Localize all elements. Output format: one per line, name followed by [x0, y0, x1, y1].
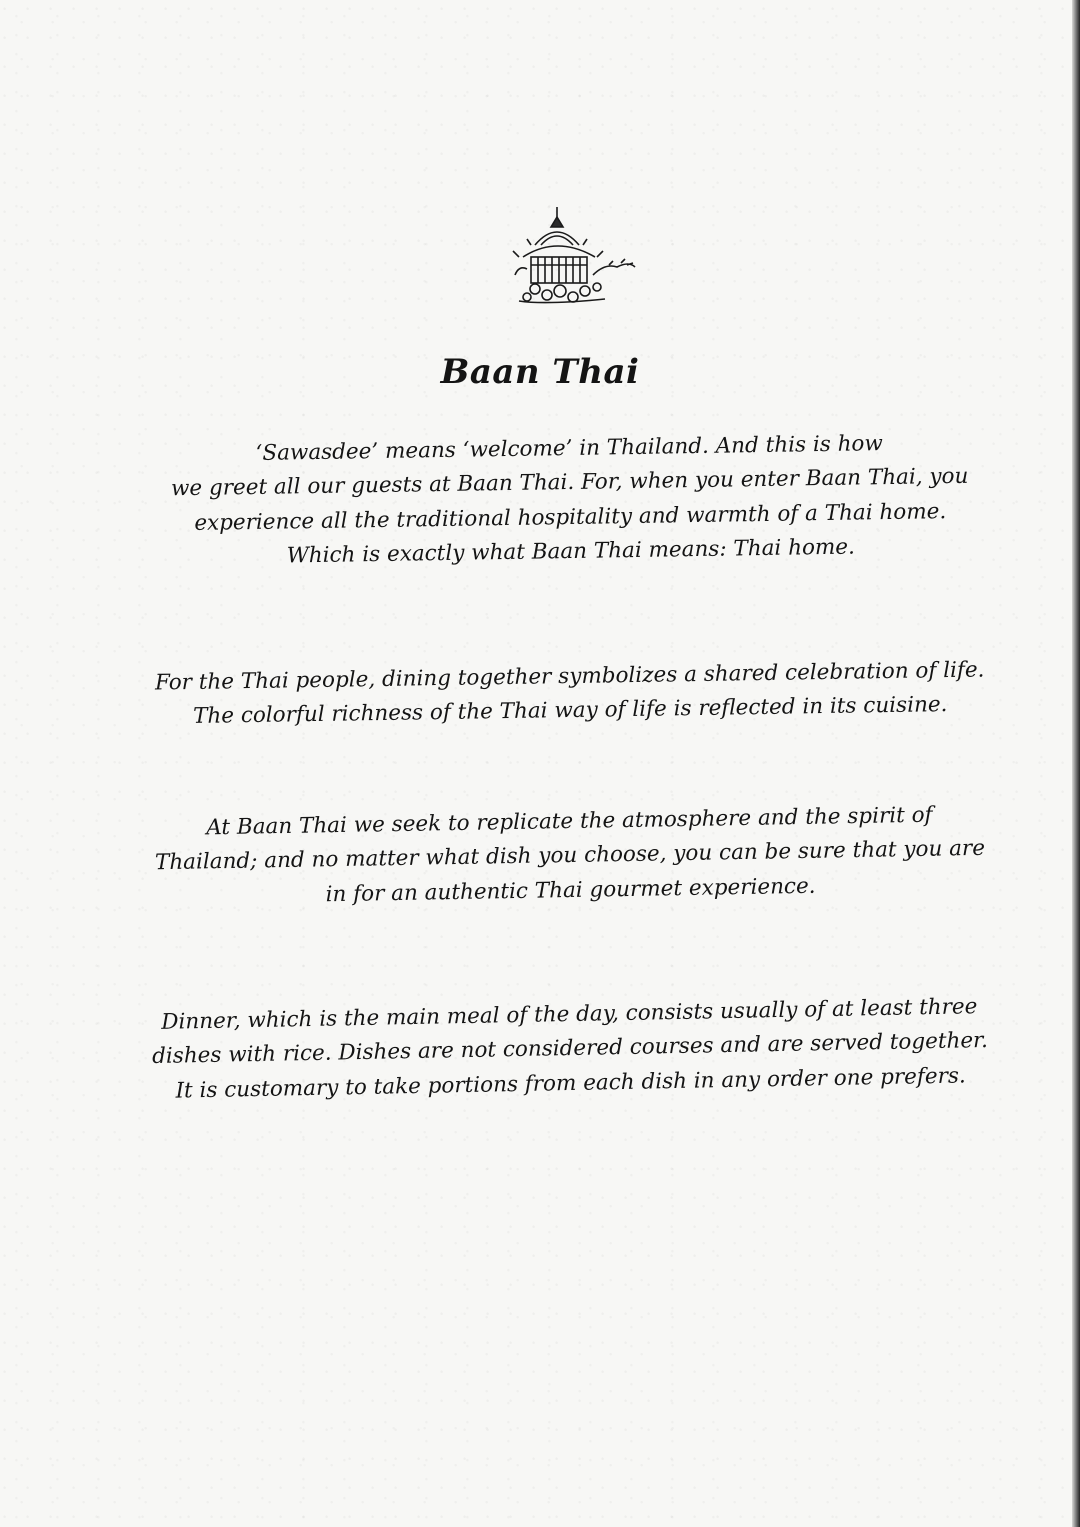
paragraph-dinner: [89, 989, 1051, 1111]
paragraph-welcome: [89, 424, 1051, 577]
paragraph-line: Which is exactly what Baan Thai means: Thai home.: [286, 534, 856, 569]
page-edge-shadow: [1072, 0, 1080, 1527]
paragraph-line: we greet all our guests at Baan Thai. For, when you enter Baan Thai, you: [170, 464, 969, 502]
paragraph-line: For the Thai people, dining together symbolizes a shared celebration of life.: [154, 657, 985, 696]
paragraph-line: At Baan Thai we seek to replicate the atmosphere and the spirit of: [206, 802, 933, 841]
paragraph-line: Dinner, which is the main meal of the day, consists usually of at least three: [161, 994, 978, 1035]
paragraph-atmosphere: [89, 797, 1051, 917]
thai-house-icon: [505, 205, 639, 305]
paragraph-line: experience all the traditional hospitality and warmth of a Thai home.: [194, 498, 947, 536]
page-title: Baan Thai: [440, 352, 640, 392]
paragraph-dining: [90, 652, 1051, 736]
paragraph-line: The colorful richness of the Thai way of life is reflected in its cuisine.: [192, 692, 948, 730]
paragraph-line: It is customary to take portions from each dish in any order one prefers.: [175, 1063, 966, 1104]
paragraph-line: ‘Sawasdee’ means ‘welcome’ in Thailand. And this is how: [255, 431, 883, 466]
paragraph-line: Thailand; and no matter what dish you choose, you can be sure that you are: [154, 836, 986, 876]
paragraph-line: dishes with rice. Dishes are not considered courses and are served together.: [151, 1028, 989, 1070]
paragraph-line: in for an authentic Thai gourmet experience.: [325, 873, 816, 908]
